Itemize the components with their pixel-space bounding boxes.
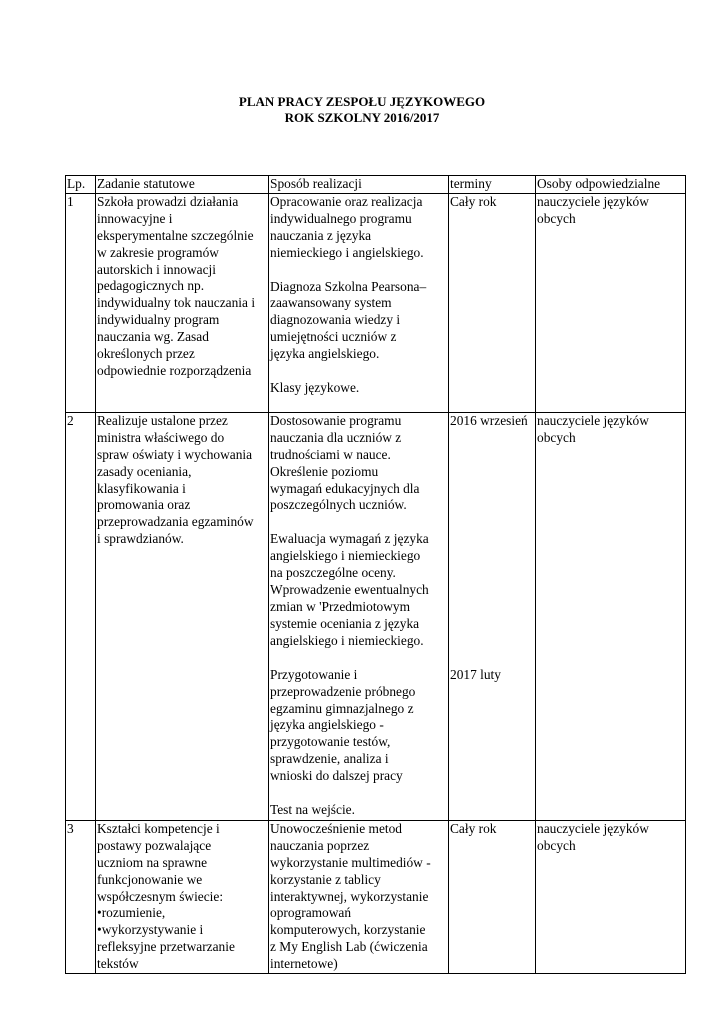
implementation-paragraph — [270, 821, 447, 973]
statutory-task-line: nauczania wg. Zasad — [97, 329, 209, 345]
statutory-task-line: przeprowadzania egzaminów — [97, 514, 254, 530]
implementation-line: przeprowadzenie próbnego — [270, 683, 416, 699]
title-line-1: PLAN PRACY ZESPOŁU JĘZYKOWEGO — [238, 94, 486, 109]
statutory-task-line: tekstów — [97, 956, 139, 972]
statutory-task — [96, 820, 269, 973]
implementation-line: Test na wejście. — [270, 802, 355, 818]
column-header-terminy: terminy — [449, 176, 536, 194]
statutory-task-line: współczesnym świecie: — [97, 888, 224, 904]
implementation-line: Wprowadzenie ewentualnych — [270, 582, 429, 598]
statutory-task-line: i sprawdzianów. — [97, 531, 184, 547]
statutory-task-line: zasady oceniania, — [97, 463, 192, 479]
responsible-persons — [536, 412, 686, 820]
implementation-line: zmian w 'Przedmiotowym — [270, 598, 411, 614]
deadline — [449, 193, 536, 412]
implementation-line: Unowocześnienie metod — [270, 820, 403, 836]
responsible-persons-line: obcych — [537, 837, 576, 853]
paragraph-gap — [270, 363, 447, 380]
deadline — [449, 412, 536, 820]
paragraph-gap — [270, 262, 447, 279]
implementation-paragraph — [270, 531, 447, 649]
table-row — [66, 193, 686, 412]
implementation-line: Ewaluacja wymagań z języka — [270, 531, 429, 547]
paragraph-gap — [270, 514, 447, 531]
statutory-task-line: autorskich i innowacji — [97, 261, 216, 277]
table-body — [66, 193, 686, 973]
paragraph-gap — [450, 430, 534, 667]
statutory-task — [96, 193, 269, 412]
implementation-line: oprogramowań — [270, 905, 352, 921]
responsible-persons-line: nauczyciele języków — [537, 193, 649, 209]
implementation-line: Diagnoza Szkolna Pearsona– — [270, 278, 427, 294]
deadline-text: 2016 wrzesień — [450, 412, 528, 428]
statutory-task-line: klasyfikowania i — [97, 480, 186, 496]
implementation-line: internetowe) — [270, 956, 338, 972]
implementation-line: nauczania z języka — [270, 227, 372, 243]
statutory-task-line: funkcjonowanie we — [97, 871, 203, 887]
statutory-task-line: refleksyjne przetwarzanie — [97, 939, 235, 955]
responsible-persons-line: nauczyciele języków — [537, 820, 649, 836]
implementation-line: egzaminu gimnazjalnego z — [270, 700, 414, 716]
column-header-zadanie: Zadanie statutowe — [96, 176, 269, 194]
title-line-2: ROK SZKOLNY 2016/2017 — [284, 110, 440, 125]
deadline — [449, 820, 536, 973]
implementation-line: sprawdzenie, analiza i — [270, 751, 389, 767]
responsible-persons-line: nauczyciele języków — [537, 412, 649, 428]
implementation-line: nauczania poprzez — [270, 837, 370, 853]
implementation-paragraph — [270, 279, 447, 364]
column-header-osoby: Osoby odpowiedzialne — [536, 176, 686, 194]
statutory-task — [96, 412, 269, 820]
implementation-line: wnioski do dalszej pracy — [270, 768, 403, 784]
implementation-method — [269, 412, 449, 820]
plan-table — [65, 175, 686, 974]
statutory-task-line: pedagogicznych np. — [97, 278, 205, 294]
deadline-text: Cały rok — [450, 820, 497, 836]
paragraph-gap — [270, 650, 447, 667]
implementation-paragraph — [270, 667, 447, 785]
row-number — [66, 412, 96, 820]
implementation-line: wymagań edukacyjnych dla — [270, 480, 420, 496]
row-number — [66, 193, 96, 412]
implementation-line: diagnozowania wiedzy i — [270, 312, 401, 328]
implementation-line: poszczególnych uczniów. — [270, 497, 407, 513]
statutory-task-line: eksperymentalne szczególnie — [97, 227, 254, 243]
implementation-line: wykorzystanie multimediów - — [270, 854, 431, 870]
implementation-line: nauczania dla uczniów z — [270, 429, 402, 445]
statutory-task-line: spraw oświaty i wychowania — [97, 446, 253, 462]
table-header-row — [66, 176, 686, 194]
statutory-task-line: postawy pozwalające — [97, 837, 212, 853]
statutory-task-line: Realizuje ustalone przez — [97, 412, 228, 428]
row-number-text: 3 — [67, 820, 74, 836]
implementation-line: interaktywnej, wykorzystanie — [270, 888, 429, 904]
column-header-sposob: Sposób realizacji — [269, 176, 449, 194]
statutory-task-line: promowania oraz — [97, 497, 191, 513]
statutory-task-line: Kształci kompetencje i — [97, 820, 220, 836]
implementation-line: przygotowanie testów, — [270, 734, 391, 750]
statutory-task-line: •rozumienie, — [97, 905, 166, 921]
implementation-line: angielskiego i niemieckiego. — [270, 632, 424, 648]
responsible-persons — [536, 820, 686, 973]
implementation-line: języka angielskiego - — [270, 717, 384, 733]
responsible-persons — [536, 193, 686, 412]
statutory-task-line: ministra właściwego do — [97, 429, 225, 445]
row-number-text: 1 — [67, 193, 74, 209]
responsible-persons-line: obcych — [537, 210, 576, 226]
implementation-line: Określenie poziomu — [270, 463, 379, 479]
statutory-task-line: •wykorzystywanie i — [97, 922, 204, 938]
statutory-task-line: indywidualny tok nauczania i — [97, 295, 256, 311]
statutory-task-line: uczniom na sprawne — [97, 854, 208, 870]
statutory-task-line: w zakresie programów — [97, 244, 219, 260]
implementation-line: angielskiego i niemieckiego — [270, 548, 421, 564]
statutory-task-line: odpowiednie rozporządzenia — [97, 362, 252, 378]
deadline-text: Cały rok — [450, 193, 497, 209]
implementation-line: komputerowych, korzystanie — [270, 922, 426, 938]
row-number-text: 2 — [67, 412, 74, 428]
implementation-line: na poszczególne oceny. — [270, 565, 396, 581]
responsible-persons-line: obcych — [537, 429, 576, 445]
implementation-method — [269, 820, 449, 973]
implementation-line: systemie oceniania z języka — [270, 615, 420, 631]
implementation-line: umiejętności uczniów z — [270, 329, 397, 345]
implementation-paragraph — [270, 194, 447, 262]
statutory-task-line: Szkoła prowadzi działania — [97, 193, 239, 209]
implementation-line: Przygotowanie i — [270, 666, 358, 682]
table-row — [66, 412, 686, 820]
implementation-paragraph — [270, 413, 447, 514]
implementation-line: zaawansowany system — [270, 295, 392, 311]
statutory-task-line: określonych przez — [97, 346, 195, 362]
column-header-lp: Lp. — [66, 176, 96, 194]
implementation-line: Dostosowanie programu — [270, 412, 402, 428]
row-number — [66, 820, 96, 973]
implementation-line: niemieckiego i angielskiego. — [270, 244, 424, 260]
table-row — [66, 820, 686, 973]
paragraph-gap — [270, 785, 447, 802]
statutory-task-line: innowacyjne i — [97, 210, 173, 226]
page-title — [0, 94, 724, 126]
implementation-line: korzystanie z tablicy — [270, 871, 381, 887]
implementation-line: indywidualnego programu — [270, 210, 412, 226]
implementation-line: z My English Lab (ćwiczenia — [270, 939, 428, 955]
implementation-line: Opracowanie oraz realizacja — [270, 193, 423, 209]
implementation-paragraph — [270, 802, 447, 819]
implementation-line: Klasy językowe. — [270, 380, 360, 396]
implementation-method — [269, 193, 449, 412]
implementation-line: trudnościami w nauce. — [270, 446, 391, 462]
statutory-task-line: indywidualny program — [97, 312, 220, 328]
implementation-paragraph — [270, 380, 447, 397]
implementation-line: języka angielskiego. — [270, 346, 380, 362]
deadline-text: 2017 luty — [450, 666, 501, 682]
